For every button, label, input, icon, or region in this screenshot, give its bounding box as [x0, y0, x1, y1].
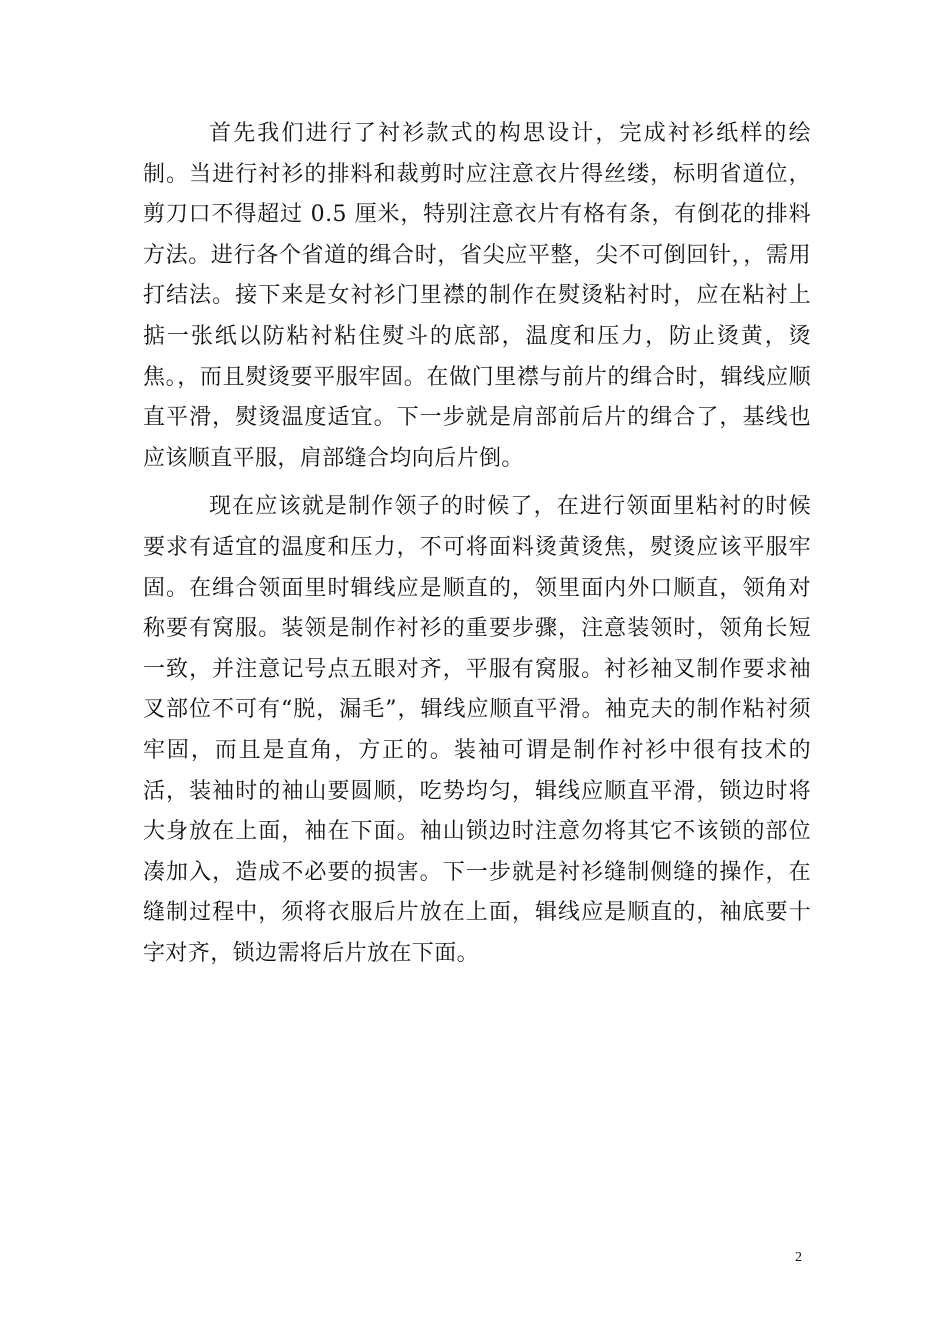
page-number: 2 — [795, 1250, 802, 1265]
body-text — [143, 114, 811, 974]
paragraph-2: 现在应该就是制作领子的时候了，在进行领面里粘衬的时候要求有适宜的温度和压力，不可将面料烫黄烫焦，熨烫应该平服牢固。在缉合领面里时辑线应是顺直的，领里面内外口顺直，领角对称要有窝服。装领是制作衬衫的重要步骤，注意装领时，领角长短一致，并注意记号点五眼对齐，平服有窝服。衬衫袖叉制作要求袖叉部位不可有“脱，漏毛”，辑线应顺直平滑。袖克夫的制作粘衬须牢固，而且是直角，方正的。装袖可谓是制作衬衫中很有技术的活，装袖时的袖山要圆顺，吃势均匀，辑线应顺直平滑，锁边时将大身放在上面，袖在下面。袖山锁边时注意勿将其它不该锁的部位凑加入，造成不必要的损害。下一步就是衬衫缝制侧缝的操作，在缝制过程中，须将衣服后片放在上面，辑线应是顺直的，袖底要十字对齐，锁边需将后片放在下面。 — [143, 494, 811, 966]
paragraph-1: 首先我们进行了衬衫款式的构思设计，完成衬衫纸样的绘制。当进行衬衫的排料和裁剪时应注意衣片得丝缕，标明省道位，剪刀口不得超过 0.5 厘米，特别注意衣片有格有条，有倒花的排料方法。进行各个省道的缉合时，省尖应平整，尖不可倒回针，，需用打结法。接下来是女衬衫门里襟的制作在熨烫粘衬时，应在粘衬上掂一张纸以防粘衬粘住熨斗的底部，温度和压力，防止烫黄，烫焦。，而且熨烫要平服牢固。在做门里襟与前片的缉合时，辑线应顺直平滑，熨烫温度适宜。下一步就是肩部前后片的缉合了，基线也应该顺直平服，肩部缝合均向后片倒。 — [143, 121, 811, 471]
